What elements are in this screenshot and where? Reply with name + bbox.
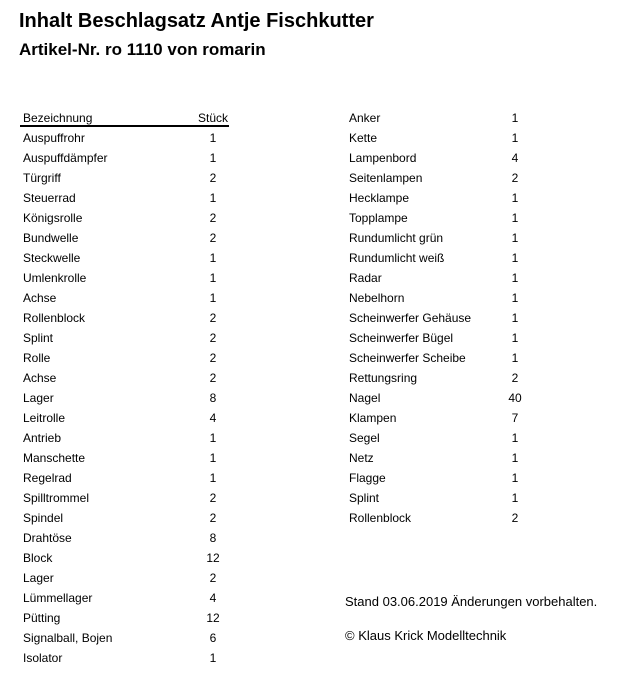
part-quantity: 2 (209, 211, 217, 225)
part-quantity: 4 (209, 411, 217, 425)
page-subtitle: Artikel-Nr. ro 1110 von romarin (19, 40, 266, 59)
part-name: Scheinwerfer Scheibe (349, 351, 466, 365)
part-quantity: 1 (209, 651, 217, 665)
part-quantity: 1 (209, 131, 217, 145)
part-quantity: 2 (209, 571, 217, 585)
part-quantity: 2 (209, 371, 217, 385)
part-quantity: 8 (209, 531, 217, 545)
part-quantity: 8 (209, 391, 217, 405)
part-name: Splint (23, 331, 54, 345)
part-name: Lager (23, 391, 54, 405)
part-name: Antrieb (23, 431, 62, 445)
part-name: Leitrolle (23, 411, 66, 425)
part-name: Netz (349, 451, 374, 465)
part-name: Regelrad (23, 471, 72, 485)
part-name: Steckwelle (23, 251, 81, 265)
part-quantity: 1 (209, 291, 217, 305)
part-quantity: 1 (511, 471, 519, 485)
part-quantity: 1 (511, 251, 519, 265)
part-name: Hecklampe (349, 191, 410, 205)
part-name: Kette (349, 131, 378, 145)
part-quantity: 2 (209, 331, 217, 345)
footer-date-note: Stand 03.06.2019 Änderungen vorbehalten. (345, 594, 598, 609)
part-quantity: 1 (511, 491, 519, 505)
part-quantity: 1 (511, 451, 519, 465)
part-quantity: 1 (209, 151, 217, 165)
part-quantity: 1 (209, 271, 217, 285)
part-quantity: 40 (508, 391, 522, 405)
part-quantity: 1 (511, 131, 519, 145)
part-name: Lampenbord (349, 151, 417, 165)
part-quantity: 2 (209, 351, 217, 365)
part-quantity: 1 (511, 271, 519, 285)
part-name: Bundwelle (23, 231, 79, 245)
part-name: Achse (23, 291, 57, 305)
part-quantity: 6 (209, 631, 217, 645)
part-quantity: 1 (511, 351, 519, 365)
part-quantity: 4 (511, 151, 519, 165)
part-quantity: 1 (209, 191, 217, 205)
part-name: Block (23, 551, 53, 565)
part-quantity: 2 (209, 171, 217, 185)
part-name: Nagel (349, 391, 381, 405)
part-quantity: 12 (206, 611, 220, 625)
part-quantity: 2 (209, 231, 217, 245)
part-name: Rollenblock (23, 311, 86, 325)
part-name: Signalball, Bojen (23, 631, 113, 645)
part-name: Steuerrad (23, 191, 76, 205)
part-name: Königsrolle (23, 211, 83, 225)
part-quantity: 2 (511, 511, 519, 525)
part-quantity: 2 (511, 171, 519, 185)
part-quantity: 2 (511, 371, 519, 385)
part-name: Nebelhorn (349, 291, 405, 305)
part-quantity: 7 (511, 411, 519, 425)
part-quantity: 1 (511, 231, 519, 245)
part-name: Drahtöse (23, 531, 72, 545)
part-quantity: 1 (511, 291, 519, 305)
part-name: Lümmellager (23, 591, 93, 605)
part-name: Splint (349, 491, 380, 505)
part-quantity: 1 (209, 431, 217, 445)
part-name: Türgriff (23, 171, 61, 185)
part-name: Spilltrommel (23, 491, 90, 505)
part-quantity: 2 (209, 491, 217, 505)
part-name: Radar (349, 271, 382, 285)
part-name: Umlenkrolle (23, 271, 87, 285)
part-name: Anker (349, 111, 381, 125)
part-name: Spindel (23, 511, 64, 525)
footer-copyright: © Klaus Krick Modelltechnik (345, 628, 507, 643)
part-name: Rundumlicht grün (349, 231, 444, 245)
part-name: Rettungsring (349, 371, 418, 385)
column-header-qty: Stück (197, 111, 228, 125)
part-name: Lager (23, 571, 54, 585)
part-quantity: 2 (209, 511, 217, 525)
part-name: Rollenblock (349, 511, 412, 525)
part-name: Isolator (23, 651, 63, 665)
part-quantity: 4 (209, 591, 217, 605)
part-quantity: 1 (511, 311, 519, 325)
part-quantity: 1 (209, 251, 217, 265)
column-header-name: Bezeichnung (23, 111, 93, 125)
part-name: Scheinwerfer Gehäuse (349, 311, 472, 325)
part-quantity: 12 (206, 551, 220, 565)
header-divider (20, 125, 229, 127)
part-quantity: 1 (511, 331, 519, 345)
part-name: Segel (349, 431, 380, 445)
part-name: Manschette (23, 451, 86, 465)
part-name: Topplampe (349, 211, 408, 225)
part-quantity: 1 (511, 431, 519, 445)
part-name: Scheinwerfer Bügel (349, 331, 454, 345)
part-name: Auspuffrohr (23, 131, 85, 145)
part-quantity: 1 (511, 111, 519, 125)
part-name: Achse (23, 371, 57, 385)
part-quantity: 1 (209, 471, 217, 485)
part-name: Rundumlicht weiß (349, 251, 445, 265)
part-name: Flagge (349, 471, 386, 485)
part-name: Rolle (23, 351, 51, 365)
page-title: Inhalt Beschlagsatz Antje Fischkutter (19, 10, 374, 32)
part-name: Seitenlampen (349, 171, 423, 185)
part-name: Klampen (349, 411, 397, 425)
part-quantity: 1 (209, 451, 217, 465)
part-quantity: 1 (511, 191, 519, 205)
part-quantity: 2 (209, 311, 217, 325)
part-name: Auspuffdämpfer (23, 151, 108, 165)
part-name: Pütting (23, 611, 61, 625)
part-quantity: 1 (511, 211, 519, 225)
